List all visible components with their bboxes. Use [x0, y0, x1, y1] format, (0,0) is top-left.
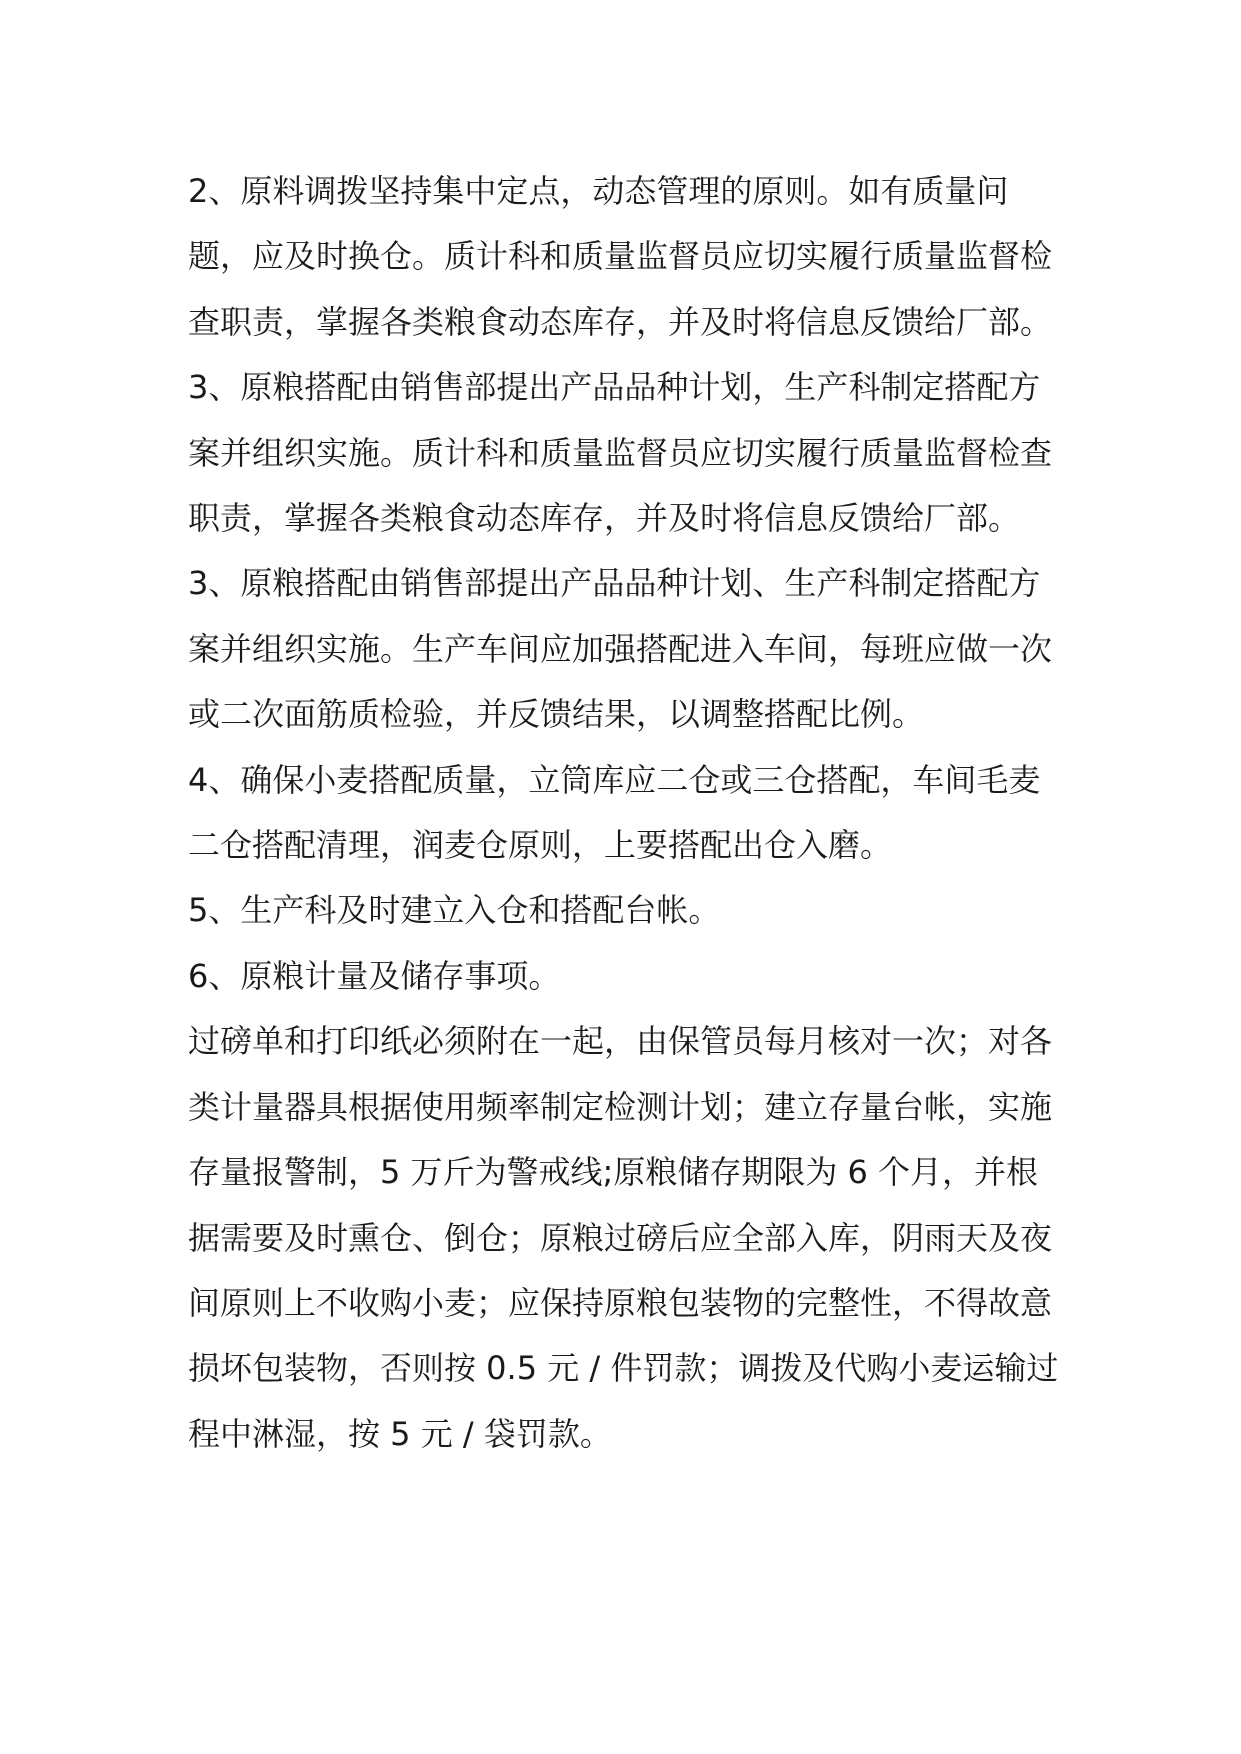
- paragraph-item-4-wheat-blending-quality: 4、确保小麦搭配质量，立筒库应二仓或三仓搭配，车间毛麦二仓搭配清理，润麦仓原则，上要搭配出仓入磨。: [188, 760, 1041, 865]
- paragraph-item-3-grain-blending-workshop: 3、原粮搭配由销售部提出产品品种计划、生产科制定搭配方案并组织实施。生产车间应加强搭配进入车间，每班应做一次或二次面筋质检验，并反馈结果，以调整搭配比例。: [188, 564, 1053, 734]
- paragraph-weighing-details: 过磅单和打印纸必须附在一起，由保管员每月核对一次；对各类计量器具根据使用频率制定检测计划；建立存量台帐，实施存量报警制，5 万斤为警戒线;原粮储存期限为 6 个月，并根据需要及时熏仓、倒仓；原粮过磅后应全部入库，阴雨天及夜间原则上不收购小麦；应保持原粮包装物的完整性，不得故意损坏包装物，否则按 0.5 元 / 件罚款；调拨及代购小麦运输过程中淋湿，按 5 元 / 袋罚款。: [188, 1022, 1059, 1453]
- paragraph-item-3-grain-blending-plan: 3、原粮搭配由销售部提出产品品种计划，生产科制定搭配方案并组织实施。质计科和质量监督员应切实履行质量监督检查职责，掌握各类粮食动态库存，并及时将信息反馈给厂部。: [188, 368, 1053, 538]
- paragraph-item-6-measurement-storage: 6、原粮计量及储存事项。: [188, 956, 561, 995]
- paragraph-item-5-ledger: 5、生产科及时建立入仓和搭配台帐。: [188, 891, 721, 930]
- paragraph-item-2-material-allocation: 2、原料调拨坚持集中定点，动态管理的原则。如有质量问题，应及时换仓。质计科和质量监督员应切实履行质量监督检查职责，掌握各类粮食动态库存，并及时将信息反馈给厂部。: [188, 172, 1053, 341]
- document-body: [188, 159, 1068, 1467]
